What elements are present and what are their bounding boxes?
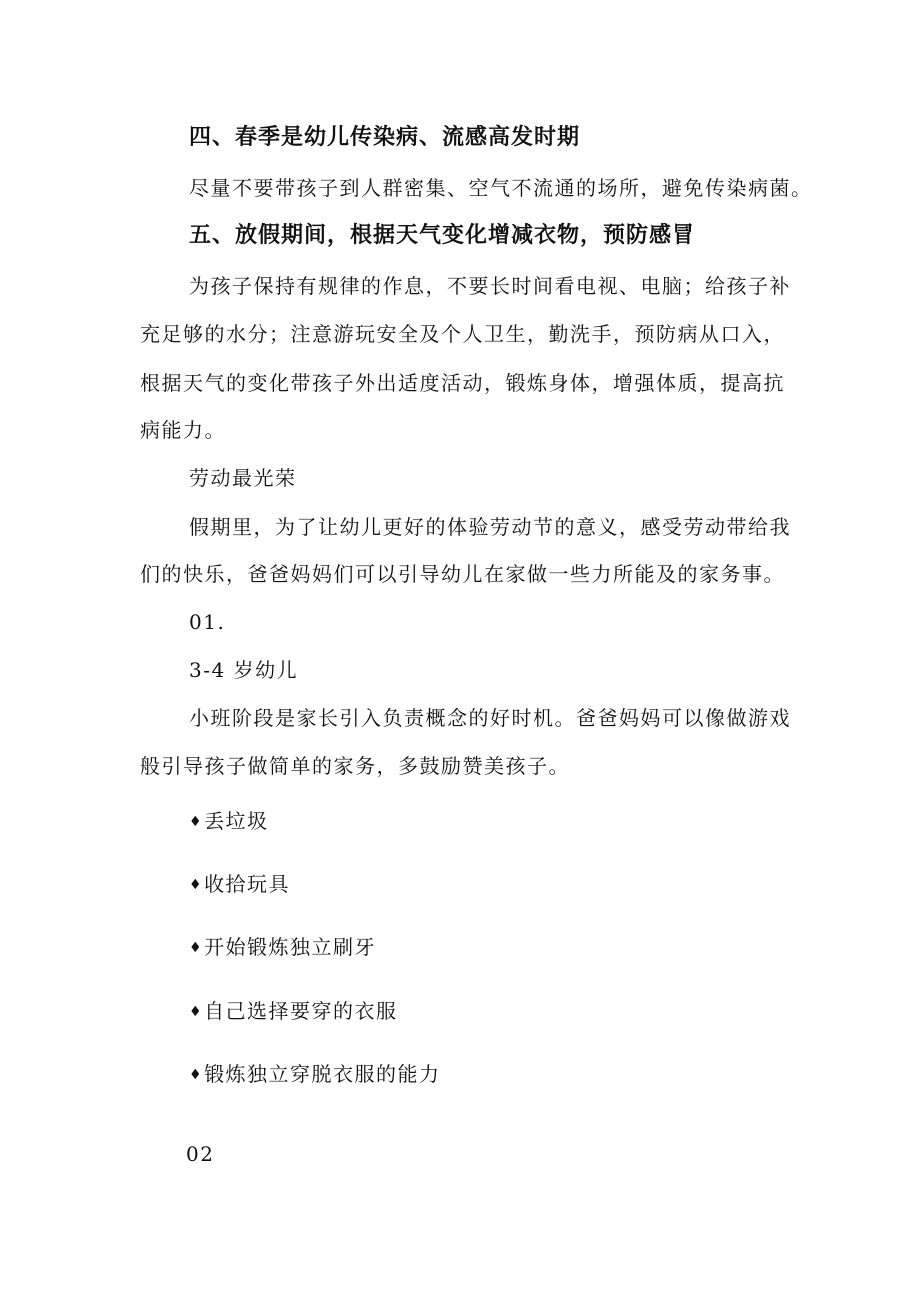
section5-line-1: 为孩子保持有规律的作息，不要长时间看电视、电脑；给孩子补 xyxy=(189,274,791,298)
section4-body: 尽量不要带孩子到人群密集、空气不流通的场所，避免传染病菌。 xyxy=(189,176,813,200)
bullet-text: 自己选择要穿的衣服 xyxy=(204,999,398,1023)
bullet-item xyxy=(189,997,398,1026)
section5-line-2: 充足够的水分；注意游玩安全及个人卫生，勤洗手，预防病从口入， xyxy=(140,322,785,346)
bullet-text: 锻炼独立穿脱衣服的能力 xyxy=(204,1062,441,1086)
part2-number: 02 xyxy=(186,1142,215,1166)
part1-text-line-1: 小班阶段是家长引入负责概念的好时机。爸爸妈妈可以像做游戏 xyxy=(189,706,791,730)
part1-number: 01. xyxy=(189,610,226,634)
diamond-bullet-icon: ♦ xyxy=(189,877,204,893)
bullet-text: 收拾玩具 xyxy=(204,872,291,896)
bullet-item xyxy=(189,1060,441,1089)
bullet-item xyxy=(189,870,290,899)
labor-intro-line-2: 们的快乐，爸爸妈妈们可以引导幼儿在家做一些力所能及的家务事。 xyxy=(140,562,785,586)
part1-age-label: 3-4 岁幼儿 xyxy=(189,658,299,682)
diamond-bullet-icon: ♦ xyxy=(189,1067,204,1083)
diamond-bullet-icon: ♦ xyxy=(189,940,204,956)
section5-line-4: 病能力。 xyxy=(140,418,226,442)
diamond-bullet-icon: ♦ xyxy=(189,814,204,830)
section5-heading: 五、放假期间，根据天气变化增减衣物，预防感冒 xyxy=(189,223,696,248)
labor-title: 劳动最光荣 xyxy=(189,466,297,490)
bullet-item xyxy=(189,807,269,836)
bullet-text: 开始锻炼独立刷牙 xyxy=(204,935,377,959)
part1-text-line-2: 般引导孩子做简单的家务，多鼓励赞美孩子。 xyxy=(140,754,570,778)
bullet-text: 丢垃圾 xyxy=(204,809,269,833)
labor-intro-line-1: 假期里，为了让幼儿更好的体验劳动节的意义，感受劳动带给我 xyxy=(189,515,791,539)
diamond-bullet-icon: ♦ xyxy=(189,1004,204,1020)
section5-line-3: 根据天气的变化带孩子外出适度活动，锻炼身体，增强体质，提高抗 xyxy=(140,371,785,395)
section4-heading: 四、春季是幼儿传染病、流感高发时期 xyxy=(189,125,581,150)
bullet-item xyxy=(189,933,376,962)
